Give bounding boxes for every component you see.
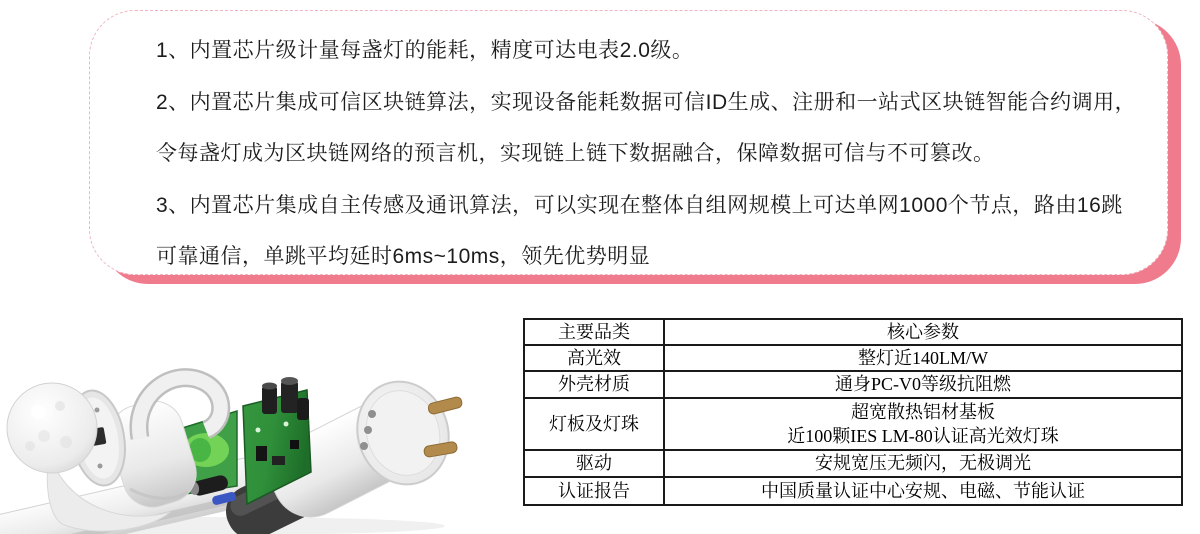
- spec-value-line-1: 超宽散热铝材基板: [851, 402, 995, 422]
- cap-hole: [368, 410, 376, 418]
- pir-dome: [7, 383, 97, 473]
- feature-line-2: 2、内置芯片集成可信区块链算法，实现设备能耗数据可信ID生成、注册和一站式区块链智能合约调用，: [156, 90, 1137, 114]
- spec-category-cell: 驱动: [524, 450, 664, 477]
- feature-line-4: 3、内置芯片集成自主传感及通讯算法，可以实现在整体自组网规模上可达单网1000个节点，路由16跳: [156, 193, 1123, 217]
- capacitor: [262, 386, 277, 414]
- spec-header-category: 主要品类: [524, 319, 664, 345]
- spec-value-cell: 通身PC-V0等级抗阻燃: [664, 371, 1182, 398]
- spec-value-cell: 中国质量认证中心安规、电磁、节能认证: [664, 477, 1182, 505]
- spec-category-cell: 灯板及灯珠: [524, 398, 664, 450]
- cap-hole: [364, 426, 372, 434]
- spec-category-cell: 外壳材质: [524, 371, 664, 398]
- spec-category-cell: 认证报告: [524, 477, 664, 505]
- spec-row-housing-material: [524, 371, 1182, 398]
- product-exploded-view-image: [0, 354, 470, 534]
- feature-text-block: [156, 25, 1146, 283]
- spec-value-cell: 安规宽压无频闪，无极调光: [664, 450, 1182, 477]
- cap-hole: [360, 442, 368, 450]
- spec-value-cell: [664, 398, 1182, 450]
- spec-header-row: [524, 319, 1182, 345]
- capacitor: [281, 381, 298, 413]
- feature-line-5: 可靠通信，单跳平均延时6ms~10ms，领先优势明显: [156, 245, 651, 268]
- spec-value-line-2: 近100颗IES LM-80认证高光效灯珠: [787, 426, 1059, 446]
- spec-row-board-and-leds: [524, 398, 1182, 450]
- capacitor: [297, 398, 309, 420]
- feature-line-1: 1、内置芯片级计量每盏灯的能耗，精度可达电表2.0级。: [156, 39, 694, 62]
- spec-header-params: 核心参数: [664, 319, 1182, 345]
- spec-row-luminous-efficacy: [524, 345, 1182, 371]
- feature-box: [89, 10, 1168, 275]
- feature-line-3: 令每盏灯成为区块链网络的预言机，实现链上链下数据融合，保障数据可信与不可篡改。: [156, 142, 995, 165]
- spec-category-cell: 高光效: [524, 345, 664, 371]
- spec-value-cell: 整灯近140LM/W: [664, 345, 1182, 371]
- spec-row-driver: [524, 450, 1182, 477]
- spec-row-certification: [524, 477, 1182, 505]
- spec-table: [523, 318, 1183, 506]
